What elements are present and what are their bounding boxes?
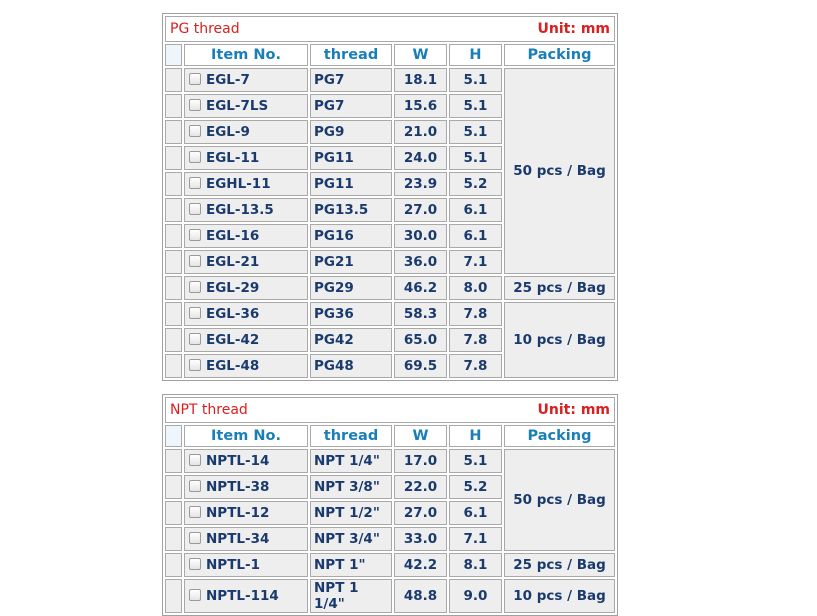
row-spacer bbox=[165, 68, 182, 92]
item-cell bbox=[184, 449, 308, 473]
header-select-column bbox=[165, 425, 182, 447]
thread-cell: PG36 bbox=[310, 302, 392, 326]
thread-cell: NPT 1" bbox=[310, 553, 392, 577]
thread-cell: PG21 bbox=[310, 250, 392, 274]
unit-label: Unit: mm bbox=[537, 21, 610, 37]
row-checkbox[interactable] bbox=[189, 532, 201, 544]
row-spacer bbox=[165, 250, 182, 274]
row-checkbox[interactable] bbox=[189, 454, 201, 466]
table-row bbox=[165, 276, 615, 300]
row-checkbox[interactable] bbox=[189, 203, 201, 215]
width-cell: 65.0 bbox=[394, 328, 447, 352]
table-title: NPT thread bbox=[170, 402, 248, 418]
height-cell: 5.2 bbox=[449, 475, 502, 499]
width-cell: 48.8 bbox=[394, 579, 447, 613]
header-row bbox=[165, 44, 615, 66]
item-cell bbox=[184, 94, 308, 118]
row-checkbox[interactable] bbox=[189, 281, 201, 293]
item-number: EGL-7LS bbox=[206, 98, 269, 114]
row-checkbox[interactable] bbox=[189, 125, 201, 137]
thread-cell: PG48 bbox=[310, 354, 392, 378]
row-spacer bbox=[165, 302, 182, 326]
row-spacer bbox=[165, 120, 182, 144]
width-cell: 17.0 bbox=[394, 449, 447, 473]
header-row bbox=[165, 425, 615, 447]
item-cell bbox=[184, 146, 308, 170]
item-number: NPTL-34 bbox=[206, 531, 270, 547]
row-checkbox[interactable] bbox=[189, 151, 201, 163]
height-cell: 5.1 bbox=[449, 94, 502, 118]
thread-cell: PG9 bbox=[310, 120, 392, 144]
row-checkbox[interactable] bbox=[189, 99, 201, 111]
item-cell bbox=[184, 68, 308, 92]
item-number: EGL-7 bbox=[206, 72, 250, 88]
table-caption-row bbox=[165, 16, 615, 42]
row-spacer bbox=[165, 527, 182, 551]
table-title: PG thread bbox=[170, 21, 240, 37]
item-number: EGHL-11 bbox=[206, 176, 271, 192]
row-checkbox[interactable] bbox=[189, 73, 201, 85]
item-number: EGL-11 bbox=[206, 150, 260, 166]
item-cell bbox=[184, 224, 308, 248]
height-cell: 6.1 bbox=[449, 198, 502, 222]
item-number: EGL-16 bbox=[206, 228, 260, 244]
thread-cell: PG13.5 bbox=[310, 198, 392, 222]
header-w: W bbox=[394, 425, 447, 447]
height-cell: 5.2 bbox=[449, 172, 502, 196]
table-row bbox=[165, 553, 615, 577]
row-checkbox[interactable] bbox=[189, 229, 201, 241]
header-thread: thread bbox=[310, 425, 392, 447]
height-cell: 7.8 bbox=[449, 302, 502, 326]
row-checkbox[interactable] bbox=[189, 589, 201, 601]
item-cell bbox=[184, 501, 308, 525]
item-cell bbox=[184, 328, 308, 352]
header-select-column bbox=[165, 44, 182, 66]
height-cell: 7.1 bbox=[449, 250, 502, 274]
width-cell: 46.2 bbox=[394, 276, 447, 300]
thread-cell: PG42 bbox=[310, 328, 392, 352]
item-cell bbox=[184, 276, 308, 300]
height-cell: 8.0 bbox=[449, 276, 502, 300]
thread-cell: NPT 1/2" bbox=[310, 501, 392, 525]
item-number: NPTL-38 bbox=[206, 479, 270, 495]
width-cell: 58.3 bbox=[394, 302, 447, 326]
row-spacer bbox=[165, 475, 182, 499]
height-cell: 6.1 bbox=[449, 224, 502, 248]
item-number: EGL-36 bbox=[206, 306, 260, 322]
packing-cell: 50 pcs / Bag bbox=[504, 68, 615, 274]
row-checkbox[interactable] bbox=[189, 255, 201, 267]
item-cell bbox=[184, 354, 308, 378]
row-checkbox[interactable] bbox=[189, 506, 201, 518]
row-spacer bbox=[165, 328, 182, 352]
height-cell: 7.1 bbox=[449, 527, 502, 551]
row-spacer bbox=[165, 198, 182, 222]
row-checkbox[interactable] bbox=[189, 480, 201, 492]
thread-cell: PG11 bbox=[310, 146, 392, 170]
thread-cell: PG16 bbox=[310, 224, 392, 248]
row-spacer bbox=[165, 146, 182, 170]
item-number: NPTL-114 bbox=[206, 588, 279, 604]
table-row bbox=[165, 579, 615, 613]
item-number: EGL-42 bbox=[206, 332, 260, 348]
row-checkbox[interactable] bbox=[189, 307, 201, 319]
item-cell bbox=[184, 172, 308, 196]
height-cell: 9.0 bbox=[449, 579, 502, 613]
item-number: NPTL-1 bbox=[206, 557, 260, 573]
row-checkbox[interactable] bbox=[189, 359, 201, 371]
packing-cell: 50 pcs / Bag bbox=[504, 449, 615, 551]
row-checkbox[interactable] bbox=[189, 177, 201, 189]
width-cell: 24.0 bbox=[394, 146, 447, 170]
item-cell bbox=[184, 579, 308, 613]
row-spacer bbox=[165, 94, 182, 118]
width-cell: 15.6 bbox=[394, 94, 447, 118]
item-cell bbox=[184, 198, 308, 222]
item-cell bbox=[184, 120, 308, 144]
thread-cell: PG7 bbox=[310, 68, 392, 92]
header-packing: Packing bbox=[504, 425, 615, 447]
item-number: NPTL-12 bbox=[206, 505, 270, 521]
packing-cell: 25 pcs / Bag bbox=[504, 276, 615, 300]
item-number: EGL-21 bbox=[206, 254, 260, 270]
thread-cell: PG7 bbox=[310, 94, 392, 118]
height-cell: 8.1 bbox=[449, 553, 502, 577]
thread-cell: NPT 1/4" bbox=[310, 449, 392, 473]
item-cell bbox=[184, 475, 308, 499]
header-w: W bbox=[394, 44, 447, 66]
item-cell bbox=[184, 302, 308, 326]
header-item-no: Item No. bbox=[184, 44, 308, 66]
table-row bbox=[165, 449, 615, 473]
thread-cell: PG29 bbox=[310, 276, 392, 300]
npt-thread-table bbox=[162, 394, 618, 616]
header-h: H bbox=[449, 425, 502, 447]
pg-thread-table bbox=[162, 13, 618, 381]
height-cell: 5.1 bbox=[449, 68, 502, 92]
thread-cell: NPT 3/8" bbox=[310, 475, 392, 499]
width-cell: 30.0 bbox=[394, 224, 447, 248]
row-checkbox[interactable] bbox=[189, 333, 201, 345]
width-cell: 27.0 bbox=[394, 501, 447, 525]
height-cell: 5.1 bbox=[449, 120, 502, 144]
header-h: H bbox=[449, 44, 502, 66]
row-spacer bbox=[165, 449, 182, 473]
header-packing: Packing bbox=[504, 44, 615, 66]
width-cell: 27.0 bbox=[394, 198, 447, 222]
table-row bbox=[165, 302, 615, 326]
header-thread: thread bbox=[310, 44, 392, 66]
packing-cell: 25 pcs / Bag bbox=[504, 553, 615, 577]
height-cell: 7.8 bbox=[449, 328, 502, 352]
row-spacer bbox=[165, 224, 182, 248]
item-number: EGL-48 bbox=[206, 358, 260, 374]
item-number: EGL-13.5 bbox=[206, 202, 274, 218]
height-cell: 5.1 bbox=[449, 146, 502, 170]
width-cell: 23.9 bbox=[394, 172, 447, 196]
header-item-no: Item No. bbox=[184, 425, 308, 447]
height-cell: 5.1 bbox=[449, 449, 502, 473]
item-cell bbox=[184, 250, 308, 274]
width-cell: 42.2 bbox=[394, 553, 447, 577]
row-spacer bbox=[165, 501, 182, 525]
table-row bbox=[165, 68, 615, 92]
item-cell bbox=[184, 553, 308, 577]
width-cell: 18.1 bbox=[394, 68, 447, 92]
thread-cell: NPT 1 1/4" bbox=[310, 579, 392, 613]
item-cell bbox=[184, 527, 308, 551]
packing-cell: 10 pcs / Bag bbox=[504, 302, 615, 378]
height-cell: 7.8 bbox=[449, 354, 502, 378]
thread-cell: NPT 3/4" bbox=[310, 527, 392, 551]
packing-cell: 10 pcs / Bag bbox=[504, 579, 615, 613]
width-cell: 69.5 bbox=[394, 354, 447, 378]
row-spacer bbox=[165, 553, 182, 577]
thread-cell: PG11 bbox=[310, 172, 392, 196]
item-number: EGL-9 bbox=[206, 124, 250, 140]
row-spacer bbox=[165, 276, 182, 300]
item-number: EGL-29 bbox=[206, 280, 260, 296]
row-checkbox[interactable] bbox=[189, 558, 201, 570]
width-cell: 36.0 bbox=[394, 250, 447, 274]
height-cell: 6.1 bbox=[449, 501, 502, 525]
width-cell: 33.0 bbox=[394, 527, 447, 551]
item-number: NPTL-14 bbox=[206, 453, 270, 469]
unit-label: Unit: mm bbox=[537, 402, 610, 418]
row-spacer bbox=[165, 172, 182, 196]
row-spacer bbox=[165, 579, 182, 613]
table-caption-row bbox=[165, 397, 615, 423]
width-cell: 22.0 bbox=[394, 475, 447, 499]
width-cell: 21.0 bbox=[394, 120, 447, 144]
row-spacer bbox=[165, 354, 182, 378]
